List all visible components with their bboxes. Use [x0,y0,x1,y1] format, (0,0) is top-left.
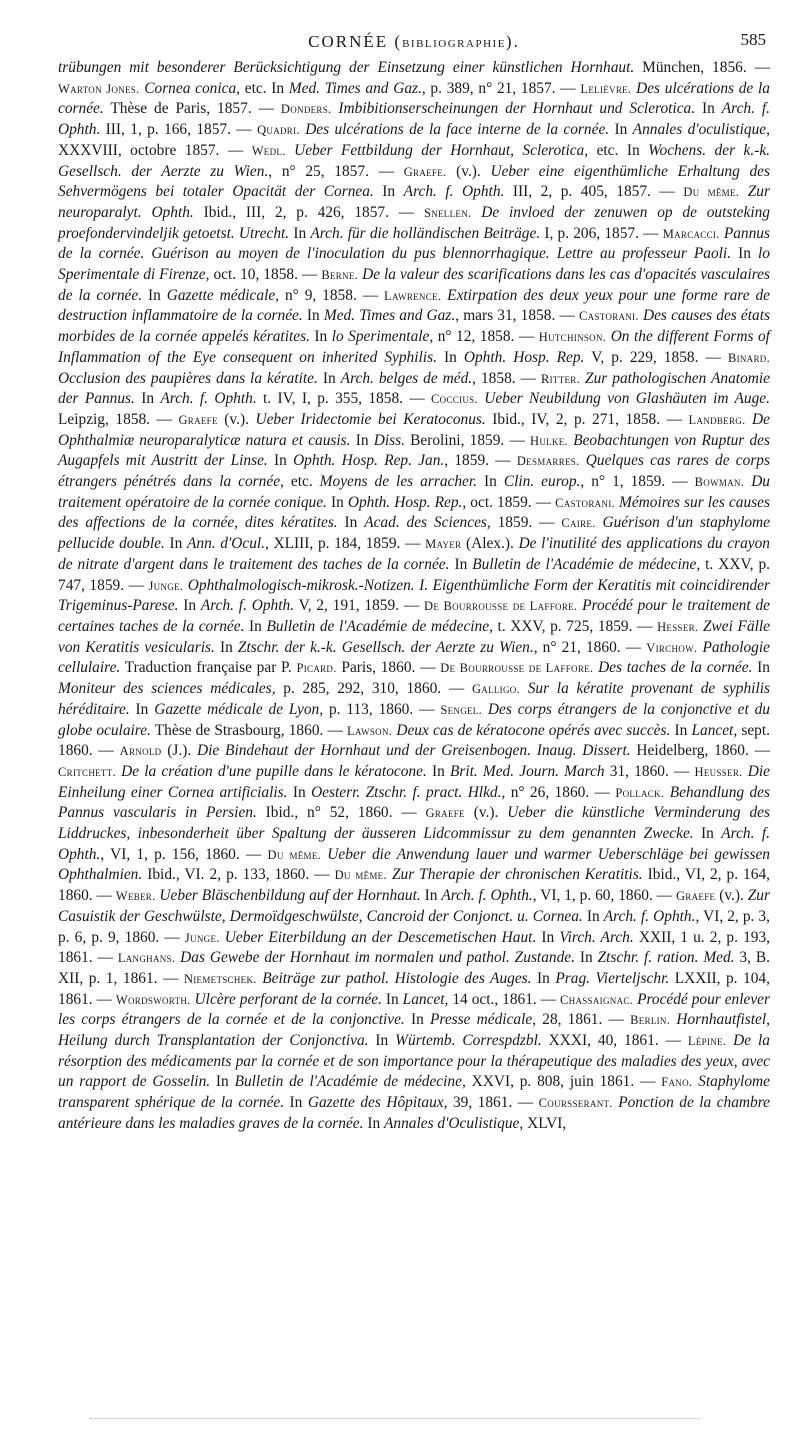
citation-text: In [302,307,324,325]
author-name: Du même. [334,868,387,883]
title-text: Lancet, [691,721,738,739]
citation-text: In [693,825,722,843]
title-text: Gazette médicale de Lyon, [154,700,324,718]
title-text: Virch. Arch. [559,928,634,946]
citation-text: oct. 10, 1858. — [209,266,322,284]
title-text: Pathologie cellulaire. [58,638,770,677]
citation-text: In [695,100,722,118]
author-name: Graefe [425,806,465,821]
author-name: Du même. [683,185,740,200]
author-name: Galligo. [471,682,520,697]
title-text: Ophth. Hosp. Rep. Jan. [293,452,445,470]
title-text: Guérison d'un staphylome pellucide double. [58,514,770,553]
title-text: Zur Casuistik der Geschwülste, Dermoïdgeschwülste, Cancroid der Conjonct. u. Cornea. [58,887,770,925]
citation-text: XXII, 1 u. 2, p. 193, 1861. — [58,928,770,967]
citation-text: In [582,907,604,925]
title-text: On the different Forms of Inflammation of the Eye consequent on inherited Syphilis. [58,328,770,366]
citation-text: etc. In [240,79,289,97]
author-name: Caire. [561,516,596,531]
citation-text: Berolini, 1859. — [404,431,531,449]
title-text: Diss. [373,431,405,449]
title-text: Zur pathologischen Anatomie der Pannus. [58,369,770,408]
author-name: Wordsworth. [115,992,191,1007]
title-text: Du traitement opératoire de la cornée conique. [58,473,770,511]
title-text: Ueber eine eigenthümliche Erhaltung des Sehvermögens bei totaler Opacität der Cornea. [58,162,770,201]
citation-text: XLVI, [523,1114,567,1132]
title-text: Ponction de la chambre antérieure dans les maladies graves de la cornée. [58,1094,770,1132]
citation-text: In [752,659,770,677]
title-text: Occlusion des paupières dans la kératite. [58,369,318,387]
citation-text: In [210,1073,235,1091]
author-name: Ritter. [540,371,581,386]
title-text: Gazette des Hôpitaux, [307,1094,448,1112]
author-name: Graefe [178,412,218,427]
title-text: Bulletin de l'Académie de médecine, [234,1073,466,1091]
author-name: Hutchinson. [538,330,607,345]
footer-rule [90,1418,700,1419]
citation-text: Ibid., VI, 2, p. 164, 1860. — [58,866,770,905]
title-text: Gazette médicale, [166,286,280,304]
page [58,24,770,1135]
author-name: Wedl. [251,143,286,158]
title-text: Des ulcérations de la cornée. [58,79,770,118]
title-text: De la création d'une pupille dans le kératocone. [121,762,427,780]
citation-text: etc. In [588,141,649,159]
citation-text: , VI, 2, p. 3, p. 6, p. 9, 1860. — [58,907,770,946]
citation-text: sept. 1860. — [58,721,770,760]
citation-text: n° 9, 1858. — [279,286,385,304]
citation-text: München, 1856. — [634,59,770,76]
citation-text: V, 2, 191, 1859. — [294,597,424,615]
bibliography-text [58,58,770,1135]
author-name: Hesser. [657,619,699,634]
running-title-end: ). [505,32,520,51]
title-text: Ophth. Hosp. Rep. [463,348,585,366]
citation-text: XXXVIII, octobre 1857. — [58,141,252,159]
author-name: Lelièvre. [580,81,632,96]
title-text: Presse médicale, [430,1011,537,1029]
title-text: Procédé pour le traitement de certaines taches de la cornée. [58,597,770,635]
title-text: Arch. f. Ophth. [200,597,295,615]
title-text: Zur Therapie der chronischen Keratitis. [391,866,643,884]
title-text: Mémoires sur les causes des affections de la cornée, dites kératites. [58,493,770,532]
citation-text: etc. [283,473,320,491]
title-text: Des ulcérations de la face interne de la cornée. [305,121,610,139]
author-name: Niemetschek. [183,971,257,986]
author-name: Berne. [321,268,359,283]
citation-text: (v.). [217,410,256,428]
citation-text: , n° 26, 1860. — [501,783,616,801]
author-name: Landberg. [688,412,746,427]
author-name: Junge. [184,930,220,945]
title-text: Lancet, [402,990,449,1008]
title-text: Clin. europ. [503,473,581,491]
running-title [58,32,770,52]
author-name: Lawrence. [384,288,442,303]
title-text: Moniteur des sciences médicales, [58,680,276,698]
citation-text: , VI, 1, p. 60, 1860. — [532,887,676,905]
title-text: Ueber Iridectomie bei Keratoconus. [255,410,486,428]
title-text: lo Sperimentale, [331,328,434,346]
citation-text: , XLIII, p. 184, 1859. — [265,535,426,553]
citation-text: In [363,1114,384,1132]
citation-text: Ibid., VI. 2, p. 133, 1860. — [142,866,335,884]
title-text: Ueber die künstliche Verminderung des Liddruckes, inbesonderheit über Spaltung der äusseren Lidcommissur zu dem genannten Zwecke. [58,804,770,843]
citation-text: In [477,473,504,491]
title-text: Annales d'Oculistique, [384,1114,524,1132]
citation-text: In [244,617,267,635]
citation-text: t. XXV, p. 725, 1859. — [492,617,658,635]
citation-text: , n° 1, 1859. — [580,473,695,491]
title-text: De la résorption des médicaments par la cornée et de son importance pour la thérapeutique des maladies des yeux, avec un rapport de Gosselin. [58,1032,770,1091]
citation-text: I, p. 206, 1857. — [540,224,663,242]
author-name: Castorani. [555,495,615,510]
citation-text: Ibid., n° 52, 1860. — [256,804,426,822]
author-name: Coccius. [431,392,478,407]
title-text: Ann. d'Ocul. [186,535,266,553]
citation-text: n° 12, 1858. — [433,328,539,346]
author-name: Donders. [280,102,332,117]
title-text: Staphylome transparent sphérique de la cornée. [58,1073,770,1112]
author-name: Langhans. [117,951,176,966]
title-text: De invloed der zenuwen op de outsteking proefondervindeljik getoetst. Utrecht. [58,203,770,242]
citation-text: In [404,1011,430,1029]
author-name: Berlin. [630,1013,671,1028]
title-text: Ulcère perforant de la cornée. [194,990,382,1008]
citation-text: (v.). [446,162,491,180]
title-text: Beiträge zur pathol. Histologie des Auges. [262,969,532,987]
title-text: Moyens de les arracher. [319,473,478,491]
citation-text: In [284,1094,308,1112]
citation-text [596,514,603,531]
title-text: Arch. f. Ophth. [403,183,505,201]
title-text: Des corps étrangers de la conjonctive et du globe oculaire. [58,700,770,739]
title-text: Prag. Vierteljschr. [555,969,670,987]
author-name: Bowman. [694,475,745,490]
author-name: Weber. [115,889,156,904]
citation-text: 31, 1860. — [604,762,695,780]
author-name: De Bourrousse de Laffore. [424,599,578,614]
running-title-small-caps: BIBLIOGRAPHIE [402,38,506,50]
title-text: Das Gewebe der Hornhaut im normalen und pathol. Zustande. [180,949,575,967]
title-text: Ueber Neubildung von Glashäuten im Auge. [484,390,770,408]
citation-text: V, p. 229, 1858. — [584,348,728,366]
citation-text: Traduction française par P. [120,659,297,677]
citation-text: XXVI, p. 808, juin 1861. — [465,1073,662,1091]
citation-text: (Alex.). [461,535,519,553]
citation-text: Heidelberg, 1860. — [630,742,770,760]
citation-text: In [337,514,365,532]
title-text: Procédé pour enlever les corps étrangers de la cornée et de la conjonctive. [58,990,771,1029]
author-name: Sengel. [440,702,483,717]
citation-text: In [609,121,633,139]
title-text: Zur neuroparalyt. Ophth. [58,183,770,221]
citation-text: In [368,1032,396,1050]
title-text: Bulletin de l'Académie de médecine, [472,555,701,573]
author-name: Heusser. [694,764,743,779]
title-text: Die Bindehaut der Hornhaut und der Greisenbogen. [197,742,531,760]
title-text: Wochens. der k.-k. Gesellsch. der Aerzte zu Wien. [58,141,771,180]
title-text: De l'inutilité des applications du crayon de nitrate d'argent dans le traitement des taches de la cornée. [58,535,770,573]
citation-text: In [436,348,464,366]
citation-text: 39, 1861. — [447,1094,539,1112]
title-text: Arch. f. Ophth. [58,825,770,863]
citation-text: (v.). [464,804,508,822]
author-name: Du même. [267,847,322,862]
citation-text: 14 oct., 1861. — [448,990,561,1008]
title-text: Bulletin de l'Académie de médecine, [266,617,493,635]
citation-text [739,183,748,200]
citation-text: In [426,762,450,780]
citation-text: In [350,431,374,449]
citation-text: (J.). [161,742,198,760]
title-text: Ophth. Hosp. Rep. [347,493,463,511]
title-text: Ueber Fettbildung der Hornhaut, Sclerotica, [294,141,589,159]
author-name: Arnold [119,744,162,759]
author-name: Mayer [425,537,462,552]
author-name: Desmarres. [516,454,580,469]
citation-text: 28, 1861. — [536,1011,631,1029]
citation-text: In [164,535,187,553]
citation-text: 1859. — [490,514,562,532]
author-name: Virchow. [646,640,698,655]
title-text: Behandlung des Pannus vascularis in Persien. [58,783,770,822]
title-text: Med. Times and Gaz. [323,307,456,325]
citation-text: p. 113, 1860. — [323,700,441,718]
citation-text: III, 2, p. 405, 1857. — [504,183,684,201]
citation-text [471,204,481,221]
author-name: Snellen. [423,205,472,220]
title-text: Inaug. Dissert. [536,742,631,760]
citation-text: , oct. 1859. — [462,493,556,511]
citation-text: In [670,721,692,739]
title-text: Arch. für die holländischen Beiträge. [310,224,541,242]
citation-text: (v.). [715,887,748,905]
author-name: Hulke. [530,433,568,448]
title-text: trübungen mit besonderer Berücksichtigung der Einsetzung einer künstlichen Hornhaut. [58,59,635,76]
author-name: Critchett. [58,764,116,779]
title-text: Arch. f. Ophth. [603,907,696,925]
title-text: De la valeur des scarifications dans les cas d'opacités vasculaires de la cornée. [58,266,770,304]
citation-text: XXXI, 40, 1861. — [541,1032,688,1050]
title-text: Die Einheilung einer Cornea artificialis. [58,762,770,801]
citation-text: In [531,969,556,987]
citation-text: , p. 389, n° 21, 1857. — [421,79,581,97]
citation-text: In [373,183,404,201]
citation-text: III, 1, p. 166, 1857. — [100,121,258,139]
citation-text: Thèse de Strasbourg, 1860. — [150,721,348,739]
author-name: De Bourrousse de Laffore. [440,661,594,676]
citation-text: t. XXV, p. 747, 1859. — [58,555,770,594]
title-text: Des causes des états morbides de la cornée appelés kératites. [58,307,770,346]
citation-text: In [449,555,473,573]
title-text: Imbibitionserscheinungen der Hornhaut und Sclerotica. [338,100,696,118]
title-text: Des taches de la cornée. [598,659,753,677]
citation-text: 3, B. XII, p. 1, 1861. — [58,949,770,987]
citation-text: In [142,286,167,304]
title-text: Pannus de la cornée. Guérison au moyen de l'inoculation du pus blennorrhagique. Lettre au professeur Paoli. [58,224,770,263]
citation-text: , mars 31, 1858. — [455,307,580,325]
author-name: Marcacci. [662,226,720,241]
author-name: Graefe. [403,164,447,179]
citation-text: In [420,887,442,905]
author-name: Junge. [148,578,184,593]
citation-text: , 1858. — [472,369,541,387]
title-text: Extirpation des deux yeux pour une forme rare de destruction inflammatoire de la cornée. [58,286,770,325]
citation-text: In [326,493,348,511]
citation-text: Leipzig, 1858. — [58,410,179,428]
citation-text: In [214,638,238,656]
author-name: Pollack. [615,785,665,800]
title-text: De Ophthalmiæ neuroparalyticæ natura et causis. [58,410,770,449]
title-text: Arch. f. Ophth. [58,100,770,139]
page-number: 585 [740,30,766,49]
title-text: Ophthalmologisch-mikrosk.-Notizen. I. Eigenthümliche Form der Keratitis mit coincidirender Trigeminus-Parese. [58,576,771,615]
title-text: Quelques cas rares de corps étrangers pénétrés dans la cornée, [58,452,770,491]
author-name: Fano. [661,1075,693,1090]
author-name: Coursserant. [538,1096,613,1111]
author-name: Warton Jones. [58,81,140,96]
citation-text: , 1859. — [444,452,517,470]
citation-text: , VI, 1, p. 156, 1860. — [100,845,268,863]
citation-text: In [289,224,311,242]
citation-text: In [317,369,341,387]
title-text: Med. Times and Gaz. [288,79,422,97]
author-name: Lépine. [687,1034,727,1049]
citation-text: p. 285, 292, 310, 1860. — [275,680,472,698]
citation-text: In [134,390,161,408]
title-text: Acad. des Sciences, [364,514,491,532]
citation-text: In [309,328,332,346]
title-text: Hornhautfistel, Heilung durch Transplantation der Conjonctiva. [58,1011,770,1050]
citation-text [520,680,528,697]
title-text: Arch. belges de méd. [340,369,473,387]
citation-text: In [178,597,201,615]
author-name: Quadri. [257,123,300,138]
author-name: Graefe [675,889,716,904]
author-name: Chassaignac. [560,992,634,1007]
citation-text: In [536,928,560,946]
title-text: Annales d'oculistique, [632,121,770,139]
citation-text: t. IV, I, p. 355, 1858. — [256,390,432,408]
citation-text: In [287,783,312,801]
citation-text: In [129,700,155,718]
author-name: Binard. [727,350,771,365]
running-title-main: CORNÉE ( [308,32,403,51]
citation-text: , n° 25, 1857. — [268,162,404,180]
citation-text: , n° 21, 1860. — [533,638,647,656]
citation-text: In [574,949,598,967]
author-name: Picard. [296,661,337,676]
citation-text [286,142,294,159]
title-text: lo Sperimentale di Firenze, [58,245,770,284]
title-text: Brit. Med. Journ. March [449,762,605,780]
title-text: Ueber Bläschenbildung auf der Hornhaut. [159,887,421,905]
title-text: Ztschr. der k.-k. Gesellsch. der Aerzte zu Wien. [237,638,534,656]
citation-text: Thèse de Paris, 1857. — [103,100,281,118]
title-text: Deux cas de kératocone opérés avec succès. [396,721,671,739]
title-text: Würtemb. Correspdzbl. [395,1032,542,1050]
author-name: Castorani. [579,309,639,324]
title-text: Beobachtungen von Ruptur des Augapfels mit Austritt der Linse. [58,431,770,470]
title-text: Zwei Fälle von Keratitis vesicularis. [58,617,770,656]
citation-text: Paris, 1860. — [336,659,441,677]
title-text: Ueber die Anwendung lauer und warmer Ueberschläge bei gewissen Ophthalmien. [58,845,770,884]
running-header [58,24,770,58]
title-text: Oesterr. Ztschr. f. pract. Hlkd. [311,783,502,801]
citation-text: Ibid., IV, 2, p. 271, 1858. — [485,410,689,428]
citation-text: LXXII, p. 104, 1861. — [58,969,770,1008]
title-text: Ueber Eiterbildung an der Descemetischen Haut. [224,928,537,946]
title-text: Cornea conica, [144,79,241,97]
citation-text: In [381,990,403,1008]
citation-text: Ibid., III, 2, p. 426, 1857. — [193,203,424,221]
title-text: Arch. f. Ophth. [160,390,257,408]
citation-text: In [731,245,759,263]
title-text: Ztschr. f. ration. Med. [597,949,735,967]
author-name: Lawson. [347,723,393,738]
title-text: Sur la kératite provenant de syphilis héréditaire. [58,680,770,718]
citation-text: In [267,452,294,470]
title-text: Arch. f. Ophth. [441,887,533,905]
